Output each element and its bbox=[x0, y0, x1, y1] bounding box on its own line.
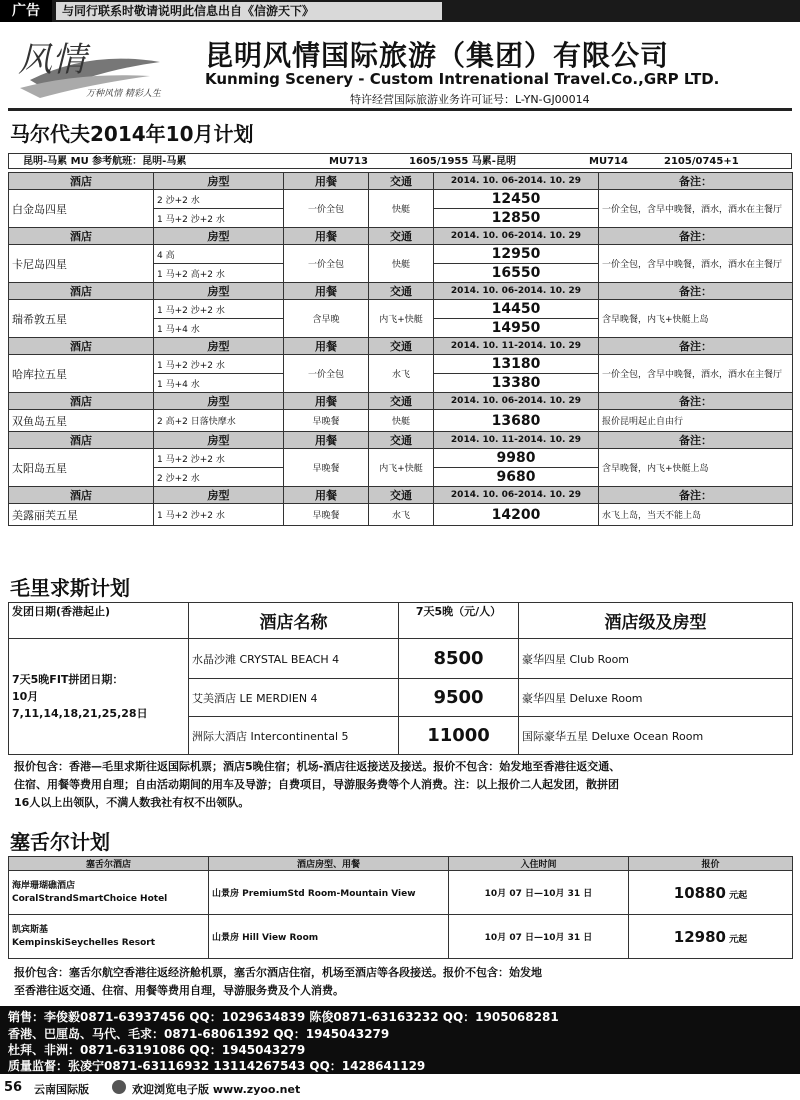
room-price: 9680 bbox=[434, 468, 599, 487]
price-unit: 元起 bbox=[729, 934, 748, 945]
header-divider bbox=[8, 108, 792, 111]
hotel-header: 酒店 bbox=[9, 228, 154, 245]
date-range: 2014. 10. 06-2014. 10. 29 bbox=[434, 228, 599, 245]
room-price: 14200 bbox=[434, 504, 599, 526]
hotel-header: 酒店 bbox=[9, 338, 154, 355]
seychelles-room: 山景房 PremiumStd Room-Mountain View bbox=[209, 871, 449, 915]
mauritius-note-line: 16人以上出领队，不满人数我社有权不出领队。 bbox=[14, 796, 250, 809]
transport: 内飞+快艇 bbox=[369, 300, 434, 338]
page-footer bbox=[0, 1076, 800, 1100]
transport-header: 交通 bbox=[369, 173, 434, 190]
hotel-name-en: KempinskiSeychelles Resort bbox=[12, 937, 156, 948]
room-header: 房型 bbox=[154, 283, 284, 300]
page-number: 56 bbox=[4, 1080, 23, 1095]
room-price: 14450 bbox=[434, 300, 599, 319]
maldives-room-row bbox=[9, 190, 793, 209]
room-type: 1 马+2 沙+2 水 bbox=[154, 449, 284, 468]
price-unit: 元起 bbox=[729, 890, 748, 901]
package-note: 含早晚餐，内飞+快艇上岛 bbox=[599, 449, 793, 487]
hotel-name: 白金岛四星 bbox=[9, 190, 154, 228]
room-price: 12950 bbox=[434, 245, 599, 264]
room-type: 1 马+2 沙+2 水 bbox=[154, 209, 284, 228]
seychelles-title: 塞舌尔计划 bbox=[10, 830, 110, 854]
maldives-header-row bbox=[9, 228, 793, 245]
seychelles-price: 10880 bbox=[673, 883, 726, 902]
edition-label: 云南国际版 bbox=[34, 1083, 89, 1096]
contact-panel bbox=[0, 1006, 800, 1074]
mauritius-grade: 豪华四星 Club Room bbox=[519, 639, 793, 679]
room-price: 9980 bbox=[434, 449, 599, 468]
mauritius-depart-header: 发团日期(香港起止) bbox=[9, 603, 189, 639]
note-header: 备注： bbox=[599, 487, 793, 504]
hotel-header: 酒店 bbox=[9, 487, 154, 504]
room-type: 4 高 bbox=[154, 245, 284, 264]
meal-plan: 含早晚 bbox=[284, 300, 369, 338]
meal-plan: 早晚餐 bbox=[284, 504, 369, 526]
date-range: 2014. 10. 11-2014. 10. 29 bbox=[434, 432, 599, 449]
mauritius-notes bbox=[14, 758, 794, 812]
hotel-header: 酒店 bbox=[9, 173, 154, 190]
mauritius-price: 11000 bbox=[399, 717, 519, 755]
hotel-name: 太阳岛五星 bbox=[9, 449, 154, 487]
meal-plan: 一价全包 bbox=[284, 190, 369, 228]
room-header: 房型 bbox=[154, 228, 284, 245]
flight-info-bar bbox=[8, 153, 792, 169]
transport: 快艇 bbox=[369, 190, 434, 228]
maldives-header-row bbox=[9, 283, 793, 300]
maldives-header-row bbox=[9, 393, 793, 410]
edition-emblem-icon bbox=[112, 1080, 126, 1094]
ad-label: 广告 bbox=[0, 0, 52, 22]
seychelles-price-cell bbox=[629, 871, 793, 915]
meal-plan: 一价全包 bbox=[284, 355, 369, 393]
contact-line: 杜拜、非洲：0871-63191086 QQ：1945043279 bbox=[8, 1043, 306, 1057]
maldives-header-row bbox=[9, 487, 793, 504]
hotel-header: 酒店 bbox=[9, 393, 154, 410]
contact-line: 销售：李俊毅0871-63937456 QQ：1029634839 陈俊0871-63163232 QQ：1905068281 bbox=[8, 1010, 559, 1024]
note-header: 备注： bbox=[599, 283, 793, 300]
room-header: 房型 bbox=[154, 173, 284, 190]
seychelles-price-header: 报价 bbox=[629, 857, 793, 871]
room-type: 1 马+2 沙+2 水 bbox=[154, 504, 284, 526]
maldives-room-row bbox=[9, 504, 793, 526]
departure-line-3: 7,11,14,18,21,25,28日 bbox=[12, 707, 148, 720]
room-type: 1 马+2 沙+2 水 bbox=[154, 355, 284, 374]
seychelles-room-header: 酒店房型、用餐 bbox=[209, 857, 449, 871]
date-range: 2014. 10. 06-2014. 10. 29 bbox=[434, 487, 599, 504]
mauritius-table bbox=[8, 602, 792, 755]
room-type: 1 马+4 水 bbox=[154, 374, 284, 393]
contact-line: 质量监督：张凌宁0871-63116932 13114267543 QQ：1428641129 bbox=[8, 1059, 426, 1073]
date-range: 2014. 10. 06-2014. 10. 29 bbox=[434, 283, 599, 300]
mauritius-price-header: 7天5晚（元/人） bbox=[399, 603, 519, 639]
transport-header: 交通 bbox=[369, 393, 434, 410]
transport-header: 交通 bbox=[369, 487, 434, 504]
room-price: 13180 bbox=[434, 355, 599, 374]
package-note: 水飞上岛，当天不能上岛 bbox=[599, 504, 793, 526]
note-header: 备注： bbox=[599, 432, 793, 449]
flight-route: 昆明-马累 MU 参考航班：昆明-马累 bbox=[23, 156, 187, 167]
seychelles-room: 山景房 Hill View Room bbox=[209, 915, 449, 959]
mauritius-hotel: 水晶沙滩 CRYSTAL BEACH 4 bbox=[189, 639, 399, 679]
seychelles-date: 10月 07 日—10月 31 日 bbox=[449, 871, 629, 915]
departure-line-2: 10月 bbox=[12, 690, 39, 703]
logo-slogan: 万种风情 精彩人生 bbox=[86, 89, 161, 99]
mauritius-grade-header: 酒店级及房型 bbox=[519, 603, 793, 639]
mauritius-departure-cell bbox=[9, 639, 189, 755]
room-type: 1 马+2 沙+2 水 bbox=[154, 300, 284, 319]
meal-plan: 早晚餐 bbox=[284, 449, 369, 487]
maldives-room-row bbox=[9, 410, 793, 432]
mauritius-title: 毛里求斯计划 bbox=[10, 576, 130, 600]
maldives-room-row bbox=[9, 245, 793, 264]
note-header: 备注： bbox=[599, 338, 793, 355]
flight-return-time: 2105/0745+1 bbox=[664, 156, 739, 167]
seychelles-hotel bbox=[9, 871, 209, 915]
maldives-header-row bbox=[9, 173, 793, 190]
mauritius-grade: 豪华四星 Deluxe Room bbox=[519, 679, 793, 717]
maldives-room-row bbox=[9, 449, 793, 468]
flight-return: MU714 bbox=[589, 156, 628, 167]
package-note: 含早晚餐，内飞+快艇上岛 bbox=[599, 300, 793, 338]
hotel-header: 酒店 bbox=[9, 432, 154, 449]
meal-plan: 一价全包 bbox=[284, 245, 369, 283]
flight-outbound: MU713 bbox=[329, 156, 368, 167]
meal-header: 用餐 bbox=[284, 338, 369, 355]
contact-line: 香港、巴厘岛、马代、毛求：0871-68061392 QQ：1945043279 bbox=[8, 1027, 390, 1041]
hotel-name: 卡尼岛四星 bbox=[9, 245, 154, 283]
mauritius-note-line: 住宿、用餐等费用自理；自由活动期间的用车及导游；自费项目，导游服务费等个人消费。注：以上报价二人起发团，散拼团 bbox=[14, 778, 619, 791]
room-type: 1 马+4 水 bbox=[154, 319, 284, 338]
hotel-header: 酒店 bbox=[9, 283, 154, 300]
date-range: 2014. 10. 06-2014. 10. 29 bbox=[434, 173, 599, 190]
seychelles-price-cell bbox=[629, 915, 793, 959]
date-range: 2014. 10. 11-2014. 10. 29 bbox=[434, 338, 599, 355]
transport-header: 交通 bbox=[369, 228, 434, 245]
package-note: 一价全包，含早中晚餐，酒水，酒水在主餐厅 bbox=[599, 190, 793, 228]
maldives-room-row bbox=[9, 300, 793, 319]
seychelles-hotel-header: 塞舌尔酒店 bbox=[9, 857, 209, 871]
seychelles-date: 10月 07 日—10月 31 日 bbox=[449, 915, 629, 959]
website-link[interactable]: 欢迎浏览电子版 www.zyoo.net bbox=[132, 1083, 301, 1096]
seychelles-date-header: 入住时间 bbox=[449, 857, 629, 871]
room-price: 12450 bbox=[434, 190, 599, 209]
transport: 水飞 bbox=[369, 355, 434, 393]
maldives-header-row bbox=[9, 338, 793, 355]
mauritius-grade: 国际豪华五星 Deluxe Ocean Room bbox=[519, 717, 793, 755]
room-type: 2 沙+2 水 bbox=[154, 190, 284, 209]
hotel-name-en: CoralStrandSmartChoice Hotel bbox=[12, 893, 168, 904]
room-price: 16550 bbox=[434, 264, 599, 283]
note-header: 备注： bbox=[599, 173, 793, 190]
room-price: 13380 bbox=[434, 374, 599, 393]
maldives-table bbox=[8, 172, 792, 526]
license-number: 特许经营国际旅游业务许可证号：L-YN-GJ00014 bbox=[350, 93, 590, 106]
mauritius-price: 8500 bbox=[399, 639, 519, 679]
package-note: 一价全包，含早中晚餐，酒水，酒水在主餐厅 bbox=[599, 355, 793, 393]
hotel-name: 瑞希敦五星 bbox=[9, 300, 154, 338]
room-type: 2 沙+2 水 bbox=[154, 468, 284, 487]
meal-plan: 早晚餐 bbox=[284, 410, 369, 432]
departure-line-1: 7天5晚FIT拼团日期： bbox=[12, 673, 124, 686]
transport-header: 交通 bbox=[369, 338, 434, 355]
room-header: 房型 bbox=[154, 393, 284, 410]
seychelles-note-line: 至香港往返交通、住宿、用餐等费用自理，导游服务费及个人消费。 bbox=[14, 984, 344, 997]
hotel-name: 双鱼岛五星 bbox=[9, 410, 154, 432]
transport: 内飞+快艇 bbox=[369, 449, 434, 487]
room-type: 1 马+2 高+2 水 bbox=[154, 264, 284, 283]
seychelles-hotel bbox=[9, 915, 209, 959]
note-header: 备注： bbox=[599, 228, 793, 245]
transport: 水飞 bbox=[369, 504, 434, 526]
meal-header: 用餐 bbox=[284, 432, 369, 449]
mauritius-note-line: 报价包含：香港—毛里求斯往返国际机票；酒店5晚住宿；机场-酒店往返接送及接送。报价不包含：始发地至香港往返交通、 bbox=[14, 760, 621, 773]
meal-header: 用餐 bbox=[284, 283, 369, 300]
transport: 快艇 bbox=[369, 245, 434, 283]
maldives-header-row bbox=[9, 432, 793, 449]
hotel-name: 哈库拉五星 bbox=[9, 355, 154, 393]
mauritius-hotel-header: 酒店名称 bbox=[189, 603, 399, 639]
transport-header: 交通 bbox=[369, 432, 434, 449]
flight-outbound-time: 1605/1955 马累-昆明 bbox=[409, 156, 516, 167]
room-header: 房型 bbox=[154, 432, 284, 449]
maldives-title: 马尔代夫2014年10月计划 bbox=[10, 122, 254, 146]
meal-header: 用餐 bbox=[284, 228, 369, 245]
note-header: 备注： bbox=[599, 393, 793, 410]
maldives-room-row bbox=[9, 355, 793, 374]
package-note: 报价昆明起止自由行 bbox=[599, 410, 793, 432]
mauritius-price: 9500 bbox=[399, 679, 519, 717]
seychelles-price: 12980 bbox=[673, 927, 726, 946]
mauritius-hotel: 洲际大酒店 Intercontinental 5 bbox=[189, 717, 399, 755]
transport-header: 交通 bbox=[369, 283, 434, 300]
transport: 快艇 bbox=[369, 410, 434, 432]
meal-header: 用餐 bbox=[284, 487, 369, 504]
meal-header: 用餐 bbox=[284, 173, 369, 190]
room-price: 14950 bbox=[434, 319, 599, 338]
hotel-name-cn: 凯宾斯基 bbox=[12, 924, 49, 935]
room-type: 2 高+2 日落快摩水 bbox=[154, 410, 284, 432]
company-name-en: Kunming Scenery - Custom Intrenational Travel.Co.,GRP LTD. bbox=[205, 70, 720, 88]
logo-text: 风情 bbox=[18, 40, 86, 80]
hotel-name-cn: 海岸珊瑚礁酒店 bbox=[12, 880, 76, 891]
mauritius-hotel: 艾美酒店 LE MERDIEN 4 bbox=[189, 679, 399, 717]
seychelles-table bbox=[8, 856, 792, 959]
hotel-name: 美露丽芙五星 bbox=[9, 504, 154, 526]
room-header: 房型 bbox=[154, 487, 284, 504]
room-price: 13680 bbox=[434, 410, 599, 432]
package-note: 一价全包，含早中晚餐，酒水，酒水在主餐厅 bbox=[599, 245, 793, 283]
seychelles-notes bbox=[14, 964, 794, 1000]
seychelles-note-line: 报价包含：塞舌尔航空香港往返经济舱机票，塞舌尔酒店住宿，机场至酒店等各段接送。报价不包含：始发地 bbox=[14, 966, 542, 979]
meal-header: 用餐 bbox=[284, 393, 369, 410]
date-range: 2014. 10. 06-2014. 10. 29 bbox=[434, 393, 599, 410]
source-notice: 与同行联系时敬请说明此信息出自《信游天下》 bbox=[56, 2, 442, 20]
room-header: 房型 bbox=[154, 338, 284, 355]
company-logo bbox=[10, 32, 170, 104]
room-price: 12850 bbox=[434, 209, 599, 228]
company-name-cn: 昆明风情国际旅游（集团）有限公司 bbox=[205, 39, 670, 72]
